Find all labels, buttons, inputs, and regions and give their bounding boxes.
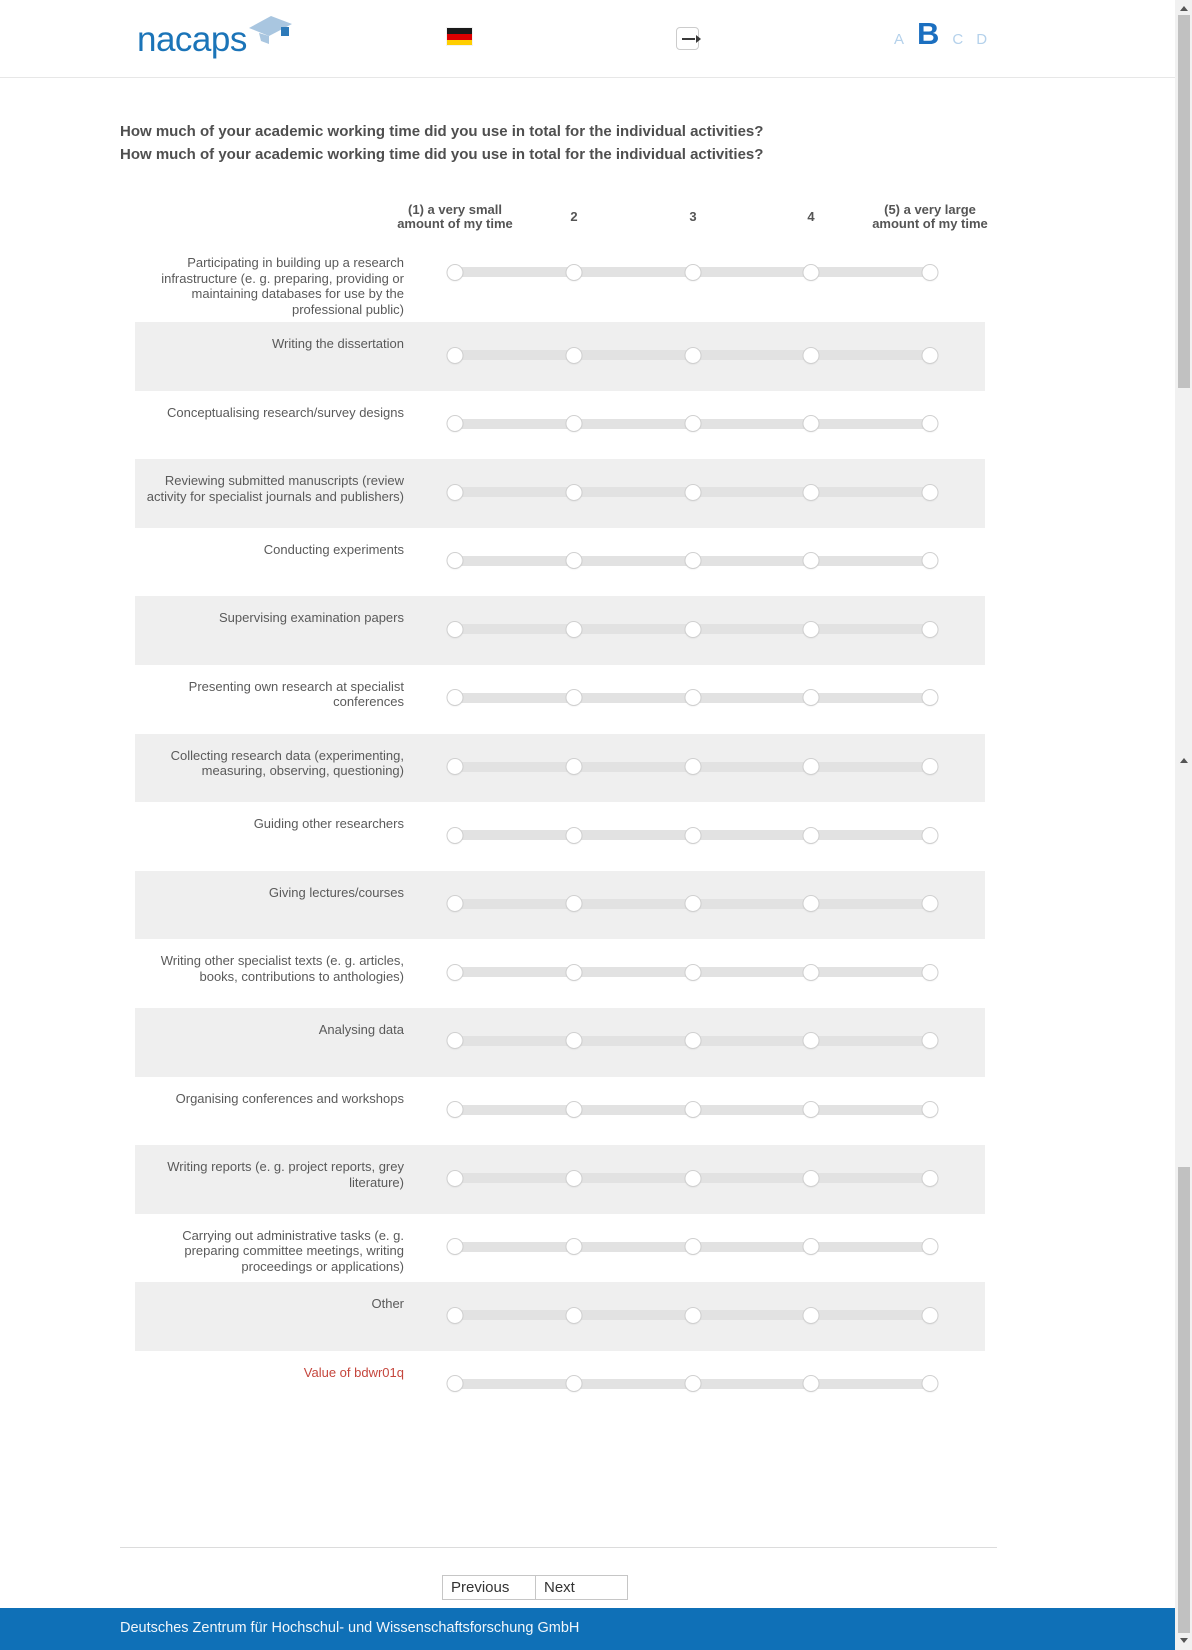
slider-knob[interactable]: [922, 484, 939, 501]
slider[interactable]: [455, 758, 930, 776]
matrix-row: [135, 734, 985, 803]
slider-knob[interactable]: [803, 1170, 820, 1187]
slider-knob[interactable]: [565, 1032, 582, 1049]
slider-knob[interactable]: [803, 964, 820, 981]
row-label: Writing the dissertation: [272, 336, 404, 351]
slider-knob[interactable]: [447, 621, 464, 638]
graduation-cap-icon: [247, 12, 293, 52]
matrix-row: [135, 596, 985, 665]
section-tab-d[interactable]: D: [976, 31, 988, 48]
slider[interactable]: [455, 346, 930, 364]
scroll-down-icon[interactable]: [1180, 1638, 1188, 1643]
slider-knob[interactable]: [565, 552, 582, 569]
header: [0, 0, 1175, 78]
slider-knob[interactable]: [447, 758, 464, 775]
matrix-row: [135, 1282, 985, 1351]
footer: [0, 1608, 1192, 1650]
question-title: [120, 120, 1000, 166]
slider-knob[interactable]: [922, 264, 939, 281]
slider-knob[interactable]: [447, 552, 464, 569]
slider-knob[interactable]: [447, 484, 464, 501]
row-label: Participating in building up a research infrastructure (e. g. preparing, providing or maintaining databases for use by the professional public): [161, 255, 404, 317]
section-tab-a[interactable]: A: [894, 31, 905, 48]
slider[interactable]: [455, 963, 930, 981]
slider-knob[interactable]: [803, 347, 820, 364]
matrix-column-headers: [135, 193, 988, 241]
matrix-row: [135, 1351, 985, 1420]
row-label: Giving lectures/courses: [268, 884, 404, 900]
column-header-2: 2: [570, 208, 578, 224]
slider-knob[interactable]: [922, 1170, 939, 1187]
matrix-row: [135, 322, 985, 391]
matrix-row: [135, 802, 985, 871]
matrix-row: [135, 1008, 985, 1077]
slider-knob[interactable]: [565, 689, 582, 706]
slider-knob[interactable]: [565, 484, 582, 501]
slider-knob[interactable]: [803, 895, 820, 912]
section-nav: [894, 16, 987, 60]
slider-knob[interactable]: [803, 264, 820, 281]
matrix-rows: [135, 246, 985, 1420]
row-label: Conceptualising research/survey designs: [166, 404, 404, 420]
slider-knob[interactable]: [922, 689, 939, 706]
slider-knob[interactable]: [684, 689, 701, 706]
slider-knob[interactable]: [684, 1307, 701, 1324]
column-header-5: (5) a very large amount of my time: [872, 201, 988, 231]
row-label: Other: [371, 1296, 404, 1312]
slider-knob[interactable]: [922, 552, 939, 569]
matrix-row: [135, 871, 985, 940]
row-label: Value of bdwr01q: [303, 1364, 404, 1380]
row-label: Collecting research data (experimenting, measuring, observing, questioning): [170, 747, 404, 779]
slider-knob[interactable]: [565, 758, 582, 775]
slider-knob[interactable]: [803, 827, 820, 844]
slider-knob[interactable]: [447, 347, 464, 364]
footer-text: Deutsches Zentrum für Hochschul- und Wissenschaftsforschung GmbH: [120, 1620, 580, 1636]
matrix-row: [135, 939, 985, 1008]
slider-knob[interactable]: [565, 621, 582, 638]
slider-knob[interactable]: [447, 1307, 464, 1324]
slider-knob[interactable]: [565, 964, 582, 981]
slider-knob[interactable]: [922, 1375, 939, 1392]
slider-knob[interactable]: [684, 1375, 701, 1392]
slider-knob[interactable]: [447, 1238, 464, 1255]
slider-knob[interactable]: [803, 484, 820, 501]
slider-knob[interactable]: [803, 1238, 820, 1255]
scroll-up-icon[interactable]: [1180, 758, 1188, 763]
slider-knob[interactable]: [447, 1170, 464, 1187]
slider-knob[interactable]: [803, 621, 820, 638]
section-tab-b[interactable]: B: [917, 16, 940, 51]
slider-knob[interactable]: [803, 1032, 820, 1049]
slider-knob[interactable]: [447, 895, 464, 912]
row-label: Writing reports (e. g. project reports, grey literature): [167, 1159, 404, 1190]
matrix-row: [135, 665, 985, 734]
slider-knob[interactable]: [922, 758, 939, 775]
slider-knob[interactable]: [684, 1101, 701, 1118]
slider[interactable]: [455, 826, 930, 844]
slider-knob[interactable]: [447, 1375, 464, 1392]
column-header-1: (1) a very small amount of my time: [397, 201, 513, 231]
slider-knob[interactable]: [565, 347, 582, 364]
slider[interactable]: [455, 1306, 930, 1324]
scrollbar[interactable]: [1175, 0, 1192, 1650]
slider[interactable]: [455, 415, 930, 433]
slider-knob[interactable]: [803, 1375, 820, 1392]
matrix-row: [135, 528, 985, 597]
slider-knob[interactable]: [447, 827, 464, 844]
slider-knob[interactable]: [684, 264, 701, 281]
slider-knob[interactable]: [447, 964, 464, 981]
slider-knob[interactable]: [565, 264, 582, 281]
slider-knob[interactable]: [565, 1307, 582, 1324]
slider-knob[interactable]: [447, 689, 464, 706]
slider[interactable]: [455, 1032, 930, 1050]
slider-knob[interactable]: [565, 1375, 582, 1392]
slider[interactable]: [455, 895, 930, 913]
row-label: Supervising examination papers: [219, 610, 404, 626]
column-header-4: 4: [807, 208, 815, 224]
slider-knob[interactable]: [922, 1238, 939, 1255]
slider-knob[interactable]: [565, 827, 582, 844]
matrix-row: [135, 1077, 985, 1146]
slider-knob[interactable]: [447, 1032, 464, 1049]
slider-knob[interactable]: [803, 1101, 820, 1118]
slider-knob[interactable]: [922, 964, 939, 981]
slider-knob[interactable]: [803, 415, 820, 432]
matrix-row: [135, 246, 985, 322]
slider-knob[interactable]: [803, 1307, 820, 1324]
question-title-line1: How much of your academic working time did you use in total for the individual activities?: [120, 123, 764, 140]
slider-knob[interactable]: [447, 415, 464, 432]
scroll-up-icon[interactable]: [1180, 6, 1188, 11]
slider[interactable]: [455, 1169, 930, 1187]
previous-button[interactable]: Previous: [442, 1575, 536, 1600]
slider[interactable]: [455, 1101, 930, 1119]
matrix-row: [135, 1145, 985, 1214]
slider-knob[interactable]: [684, 895, 701, 912]
row-label: Presenting own research at specialist conferences: [188, 678, 404, 710]
slider-knob[interactable]: [803, 689, 820, 706]
slider-knob[interactable]: [684, 964, 701, 981]
slider-knob[interactable]: [803, 552, 820, 569]
slider-knob[interactable]: [803, 758, 820, 775]
row-label: Analysing data: [318, 1021, 404, 1037]
slider-knob[interactable]: [565, 415, 582, 432]
next-button[interactable]: Next: [535, 1575, 628, 1600]
slider-knob[interactable]: [684, 484, 701, 501]
slider-knob[interactable]: [684, 758, 701, 775]
slider-knob[interactable]: [922, 621, 939, 638]
slider-knob[interactable]: [684, 1238, 701, 1255]
row-label: Organising conferences and workshops: [175, 1090, 404, 1106]
matrix-row: [135, 1214, 985, 1283]
slider-knob[interactable]: [447, 264, 464, 281]
slider-knob[interactable]: [922, 827, 939, 844]
slider[interactable]: [455, 620, 930, 638]
section-tab-c[interactable]: C: [952, 31, 964, 48]
scrollbar-thumb[interactable]: [1178, 1167, 1190, 1633]
row-label: Writing other specialist texts (e. g. articles, books, contributions to anthologies): [160, 953, 404, 984]
german-flag-icon[interactable]: [447, 28, 472, 45]
slider-knob[interactable]: [684, 1032, 701, 1049]
row-label: Reviewing submitted manuscripts (review activity for specialist journals and publishers): [146, 473, 404, 504]
matrix-row: [135, 391, 985, 460]
nacaps-logo: [137, 12, 297, 68]
slider-knob[interactable]: [565, 1238, 582, 1255]
slider-knob[interactable]: [447, 1101, 464, 1118]
slider-knob[interactable]: [684, 552, 701, 569]
slider-knob[interactable]: [684, 827, 701, 844]
slider[interactable]: [455, 263, 930, 281]
row-label: Carrying out administrative tasks (e. g. preparing committee meetings, writing proceedings or applications): [182, 1227, 404, 1274]
slider[interactable]: [455, 483, 930, 501]
matrix-row: [135, 459, 985, 528]
slider-knob[interactable]: [565, 1101, 582, 1118]
logout-icon[interactable]: [676, 27, 699, 50]
slider-knob[interactable]: [684, 621, 701, 638]
slider-knob[interactable]: [922, 415, 939, 432]
slider[interactable]: [455, 689, 930, 707]
slider-knob[interactable]: [565, 895, 582, 912]
slider-knob[interactable]: [922, 1101, 939, 1118]
slider[interactable]: [455, 1375, 930, 1393]
row-label: Conducting experiments: [263, 541, 404, 557]
slider-knob[interactable]: [684, 347, 701, 364]
slider[interactable]: [455, 1238, 930, 1256]
slider-knob[interactable]: [922, 895, 939, 912]
slider-knob[interactable]: [922, 1307, 939, 1324]
divider-line: [120, 1547, 997, 1548]
slider-knob[interactable]: [684, 1170, 701, 1187]
slider-knob[interactable]: [922, 1032, 939, 1049]
nacaps-logo-text: nacaps: [137, 20, 247, 59]
column-header-3: 3: [689, 208, 697, 224]
nav-buttons: [442, 1575, 628, 1600]
row-label: Guiding other researchers: [253, 816, 404, 832]
slider-knob[interactable]: [565, 1170, 582, 1187]
slider-knob[interactable]: [922, 347, 939, 364]
question-title-line2: How much of your academic working time did you use in total for the individual activities?: [120, 146, 764, 163]
scrollbar-thumb[interactable]: [1178, 15, 1190, 388]
slider[interactable]: [455, 552, 930, 570]
slider-knob[interactable]: [684, 415, 701, 432]
